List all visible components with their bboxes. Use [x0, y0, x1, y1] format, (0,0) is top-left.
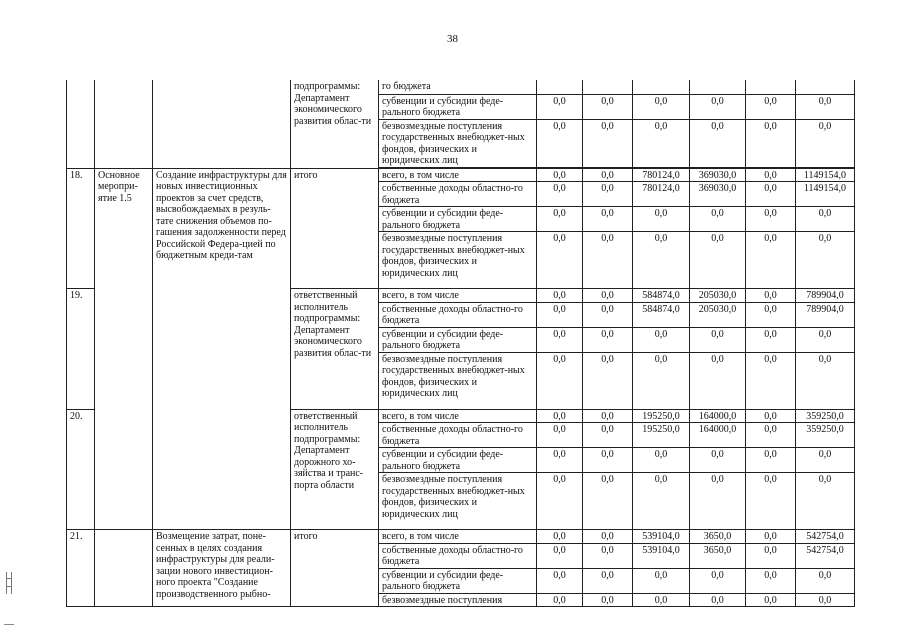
value-cell: 0,0	[537, 543, 583, 568]
source-cell: безвозмездные поступления государственных внебюджет-ных фондов, физических и юридических лиц	[379, 232, 537, 289]
value-cell: 0,0	[690, 94, 746, 119]
value-cell: 584874,0	[633, 302, 690, 327]
value-cell: 0,0	[746, 409, 796, 423]
value-cell: 164000,0	[690, 423, 746, 448]
value-cell: 0,0	[690, 473, 746, 530]
source-cell: субвенции и субсидии феде-рального бюджета	[379, 207, 537, 232]
value-cell: 0,0	[796, 448, 855, 473]
value-cell	[633, 80, 690, 94]
table-row	[67, 168, 855, 182]
executor: ответственный исполнитель подпрограммы: Департамент экономического развития облас-ти	[291, 289, 379, 410]
value-cell: 205030,0	[690, 302, 746, 327]
value-cell: 0,0	[537, 119, 583, 167]
value-cell: 0,0	[583, 302, 633, 327]
value-cell: 0,0	[633, 593, 690, 607]
value-cell: 0,0	[633, 119, 690, 167]
value-cell: 780124,0	[633, 168, 690, 182]
value-cell: 359250,0	[796, 409, 855, 423]
cell-num-cont	[67, 80, 95, 168]
value-cell: 0,0	[796, 473, 855, 530]
value-cell: 3650,0	[690, 543, 746, 568]
budget-table	[66, 80, 855, 607]
source-cell: всего, в том числе	[379, 289, 537, 303]
value-cell: 0,0	[796, 568, 855, 593]
executor: итого	[291, 168, 379, 289]
value-cell: 0,0	[796, 94, 855, 119]
value-cell: 1149154,0	[796, 182, 855, 207]
value-cell: 0,0	[746, 473, 796, 530]
value-cell: 0,0	[537, 207, 583, 232]
value-cell: 0,0	[633, 232, 690, 289]
value-cell	[796, 80, 855, 94]
source-cell: собственные доходы областно-го бюджета	[379, 302, 537, 327]
value-cell: 0,0	[537, 94, 583, 119]
value-cell: 0,0	[537, 232, 583, 289]
value-cell: 0,0	[746, 352, 796, 409]
value-cell: 0,0	[583, 232, 633, 289]
value-cell: 0,0	[583, 207, 633, 232]
value-cell: 0,0	[583, 593, 633, 607]
value-cell: 0,0	[583, 473, 633, 530]
value-cell: 0,0	[796, 327, 855, 352]
row-number: 20.	[67, 409, 95, 530]
value-cell: 789904,0	[796, 289, 855, 303]
value-cell: 0,0	[796, 119, 855, 167]
table-row	[67, 530, 855, 544]
value-cell: 0,0	[583, 409, 633, 423]
value-cell: 0,0	[537, 448, 583, 473]
value-cell: 369030,0	[690, 182, 746, 207]
value-cell: 3650,0	[690, 530, 746, 544]
source-cell: безвозмездные поступления	[379, 593, 537, 607]
value-cell: 0,0	[796, 593, 855, 607]
source-cell: всего, в том числе	[379, 530, 537, 544]
source-cell: безвозмездные поступления государственных внебюджет-ных фондов, физических и юридических лиц	[379, 352, 537, 409]
executor: итого	[291, 530, 379, 607]
value-cell	[690, 80, 746, 94]
value-cell: 0,0	[746, 182, 796, 207]
activity-name: Возмещение затрат, поне-сенных в целях создания инфраструктуры для реали-зации нового инвестицион-ного проекта "Создание производственного рыбно-	[153, 530, 291, 607]
value-cell: 0,0	[537, 327, 583, 352]
page-number: 38	[447, 33, 458, 45]
value-cell: 542754,0	[796, 530, 855, 544]
value-cell: 0,0	[746, 119, 796, 167]
value-cell: 0,0	[583, 168, 633, 182]
value-cell: 789904,0	[796, 302, 855, 327]
value-cell: 359250,0	[796, 423, 855, 448]
cell-source-budget-tail: го бюджета	[379, 80, 537, 94]
value-cell: 0,0	[583, 289, 633, 303]
value-cell: 0,0	[583, 568, 633, 593]
value-cell: 0,0	[583, 448, 633, 473]
value-cell: 0,0	[746, 568, 796, 593]
value-cell: 0,0	[537, 593, 583, 607]
value-cell: 0,0	[537, 473, 583, 530]
cell-type-cont	[95, 80, 153, 168]
cell-source-free: безвозмездные поступления государственных внебюджет-ных фондов, физических и юридических лиц	[379, 119, 537, 167]
value-cell: 539104,0	[633, 543, 690, 568]
value-cell: 205030,0	[690, 289, 746, 303]
value-cell: 0,0	[583, 94, 633, 119]
value-cell: 0,0	[746, 94, 796, 119]
value-cell: 0,0	[746, 543, 796, 568]
source-cell: собственные доходы областно-го бюджета	[379, 182, 537, 207]
value-cell: 0,0	[583, 352, 633, 409]
value-cell: 0,0	[537, 423, 583, 448]
value-cell: 0,0	[633, 327, 690, 352]
value-cell: 0,0	[796, 207, 855, 232]
cell-name-cont	[153, 80, 291, 168]
value-cell: 539104,0	[633, 530, 690, 544]
cell-executor-cont: подпрограммы: Департамент экономического развития облас-ти	[291, 80, 379, 168]
source-cell: собственные доходы областно-го бюджета	[379, 423, 537, 448]
source-cell: субвенции и субсидии феде-рального бюджета	[379, 448, 537, 473]
value-cell: 0,0	[537, 530, 583, 544]
scan-mark-icon	[6, 572, 12, 594]
value-cell: 0,0	[537, 168, 583, 182]
value-cell: 195250,0	[633, 423, 690, 448]
executor: ответственный исполнитель подпрограммы: Департамент дорожного хо-зяйства и транс-порта области	[291, 409, 379, 530]
value-cell: 0,0	[583, 543, 633, 568]
value-cell: 0,0	[537, 289, 583, 303]
row-number: 21.	[67, 530, 95, 607]
value-cell: 0,0	[633, 207, 690, 232]
value-cell: 0,0	[537, 302, 583, 327]
value-cell: 0,0	[633, 94, 690, 119]
value-cell: 0,0	[633, 352, 690, 409]
value-cell: 0,0	[746, 289, 796, 303]
value-cell: 0,0	[583, 119, 633, 167]
value-cell: 0,0	[690, 352, 746, 409]
value-cell: 0,0	[690, 593, 746, 607]
value-cell: 0,0	[690, 119, 746, 167]
value-cell: 0,0	[633, 568, 690, 593]
value-cell: 1149154,0	[796, 168, 855, 182]
value-cell: 0,0	[583, 327, 633, 352]
source-cell: субвенции и субсидии феде-рального бюджета	[379, 327, 537, 352]
source-cell: всего, в том числе	[379, 168, 537, 182]
value-cell	[537, 80, 583, 94]
value-cell: 0,0	[746, 302, 796, 327]
value-cell: 0,0	[796, 232, 855, 289]
value-cell: 0,0	[690, 448, 746, 473]
value-cell: 0,0	[690, 327, 746, 352]
value-cell: 0,0	[537, 409, 583, 423]
value-cell: 0,0	[746, 593, 796, 607]
value-cell: 0,0	[746, 232, 796, 289]
value-cell: 542754,0	[796, 543, 855, 568]
value-cell	[583, 80, 633, 94]
value-cell: 0,0	[746, 530, 796, 544]
activity-type	[95, 530, 153, 607]
scan-tick-icon	[4, 624, 14, 625]
row-number: 18.	[67, 168, 95, 289]
source-cell: всего, в том числе	[379, 409, 537, 423]
value-cell: 0,0	[690, 568, 746, 593]
value-cell: 584874,0	[633, 289, 690, 303]
value-cell: 0,0	[583, 423, 633, 448]
value-cell: 0,0	[746, 423, 796, 448]
value-cell: 0,0	[746, 168, 796, 182]
value-cell: 0,0	[633, 473, 690, 530]
value-cell: 0,0	[746, 448, 796, 473]
value-cell	[746, 80, 796, 94]
value-cell: 369030,0	[690, 168, 746, 182]
row-number: 19.	[67, 289, 95, 410]
value-cell: 195250,0	[633, 409, 690, 423]
value-cell: 0,0	[537, 352, 583, 409]
source-cell: субвенции и субсидии феде-рального бюджета	[379, 568, 537, 593]
value-cell: 0,0	[583, 530, 633, 544]
value-cell: 0,0	[746, 207, 796, 232]
value-cell: 0,0	[583, 182, 633, 207]
activity-name: Создание инфраструктуры для новых инвестиционных проектов за счет средств, высвобождаемых в резуль-тате снижения объемов по-гашения задолженности перед Российской Федера-цией по бюджетным креди-там	[153, 168, 291, 530]
value-cell: 0,0	[537, 182, 583, 207]
value-cell: 0,0	[537, 568, 583, 593]
value-cell: 780124,0	[633, 182, 690, 207]
activity-type: Основное меропри-ятие 1.5	[95, 168, 153, 530]
value-cell: 0,0	[633, 448, 690, 473]
cell-source-fed: субвенции и субсидии феде-рального бюджета	[379, 94, 537, 119]
value-cell: 0,0	[746, 327, 796, 352]
value-cell: 0,0	[690, 232, 746, 289]
value-cell: 0,0	[690, 207, 746, 232]
source-cell: собственные доходы областно-го бюджета	[379, 543, 537, 568]
value-cell: 164000,0	[690, 409, 746, 423]
source-cell: безвозмездные поступления государственных внебюджет-ных фондов, физических и юридических лиц	[379, 473, 537, 530]
value-cell: 0,0	[796, 352, 855, 409]
